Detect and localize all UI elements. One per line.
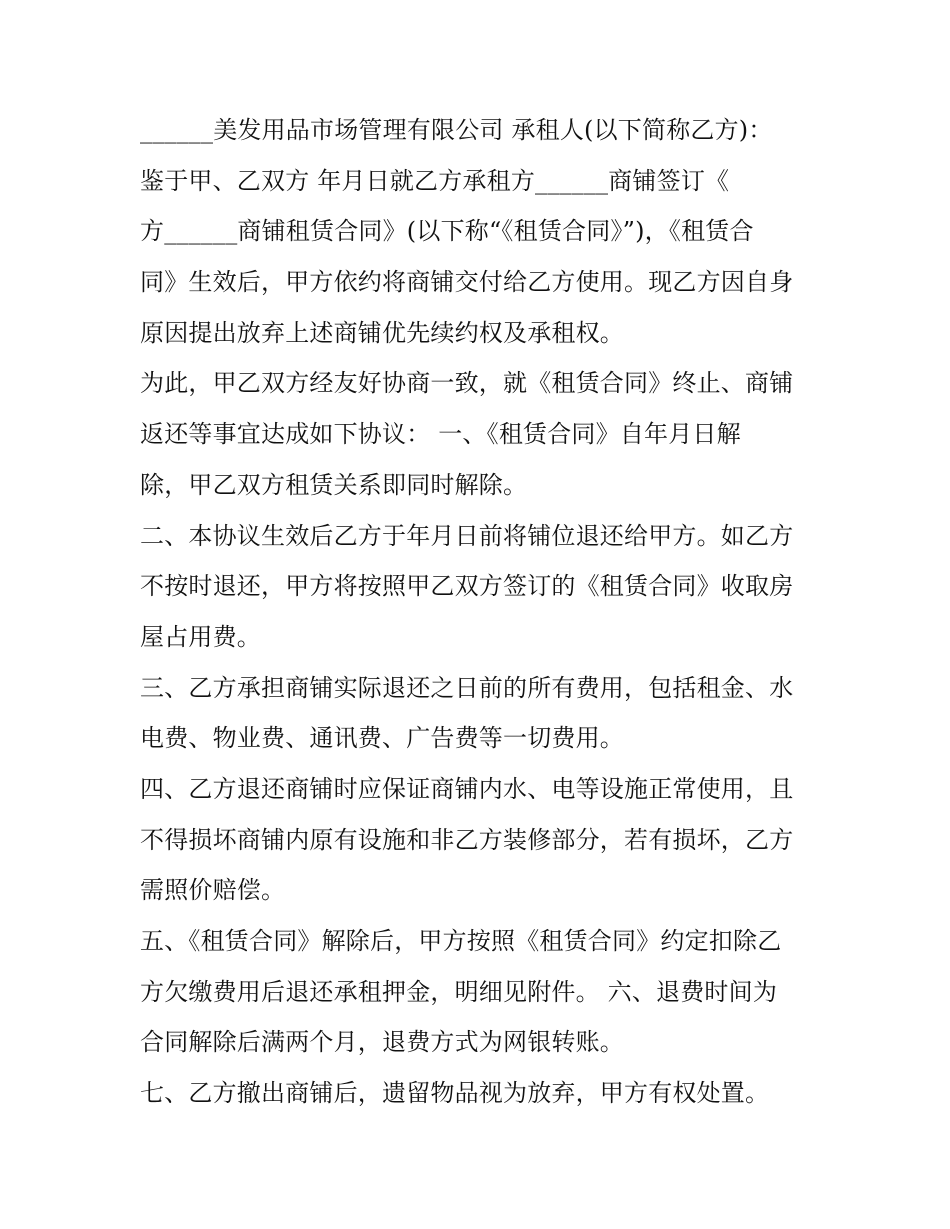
text-line-7: 返还等事宜达成如下协议： 一、《租赁合同》自年月日解 — [140, 420, 741, 449]
text-line-20: 七、乙方撤出商铺后，遗留物品视为放弃，甲方有权处置。 — [140, 1079, 770, 1108]
text-line-19: 合同解除后满两个月，退费方式为网银转账。 — [140, 1028, 624, 1057]
text-line-3: 方______商铺租赁合同》(以下称“《租赁合同》”)，《租赁合 — [140, 217, 754, 246]
text-line-10: 不按时退还，甲方将按照甲乙双方签订的《租赁合同》收取房 — [140, 572, 794, 601]
text-line-16: 需照价赔偿。 — [140, 876, 286, 905]
text-line-13: 电费、物业费、通讯费、广告费等一切费用。 — [140, 724, 624, 753]
text-line-12: 三、乙方承担商铺实际退还之日前的所有费用，包括租金、水 — [140, 673, 794, 702]
text-line-18: 方欠缴费用后退还承租押金，明细见附件。 六、退费时间为 — [140, 977, 778, 1006]
text-line-14: 四、乙方退还商铺时应保证商铺内水、电等设施正常使用，且 — [140, 774, 794, 803]
text-line-5: 原因提出放弃上述商铺优先续约权及承租权。 — [140, 318, 624, 347]
text-line-4: 同》生效后，甲方依约将商铺交付给乙方使用。现乙方因自身 — [140, 268, 794, 297]
text-line-9: 二、本协议生效后乙方于年月日前将铺位退还给甲方。如乙方 — [140, 521, 794, 550]
text-line-11: 屋占用费。 — [140, 622, 261, 651]
text-line-6: 为此，甲乙双方经友好协商一致，就《租赁合同》终止、商铺 — [140, 369, 794, 398]
text-line-17: 五、《租赁合同》解除后，甲方按照《租赁合同》约定扣除乙 — [140, 927, 782, 955]
text-line-2: 鉴于甲、乙双方 年月日就乙方承租方______商铺签订《 — [140, 166, 730, 195]
text-line-15: 不得损坏商铺内原有设施和非乙方装修部分，若有损坏，乙方 — [140, 825, 794, 854]
text-line-1: ______美发用品市场管理有限公司 承租人(以下简称乙方)： — [140, 116, 773, 144]
agreement-text — [140, 105, 830, 1119]
text-line-8: 除，甲乙双方租赁关系即同时解除。 — [140, 470, 528, 499]
